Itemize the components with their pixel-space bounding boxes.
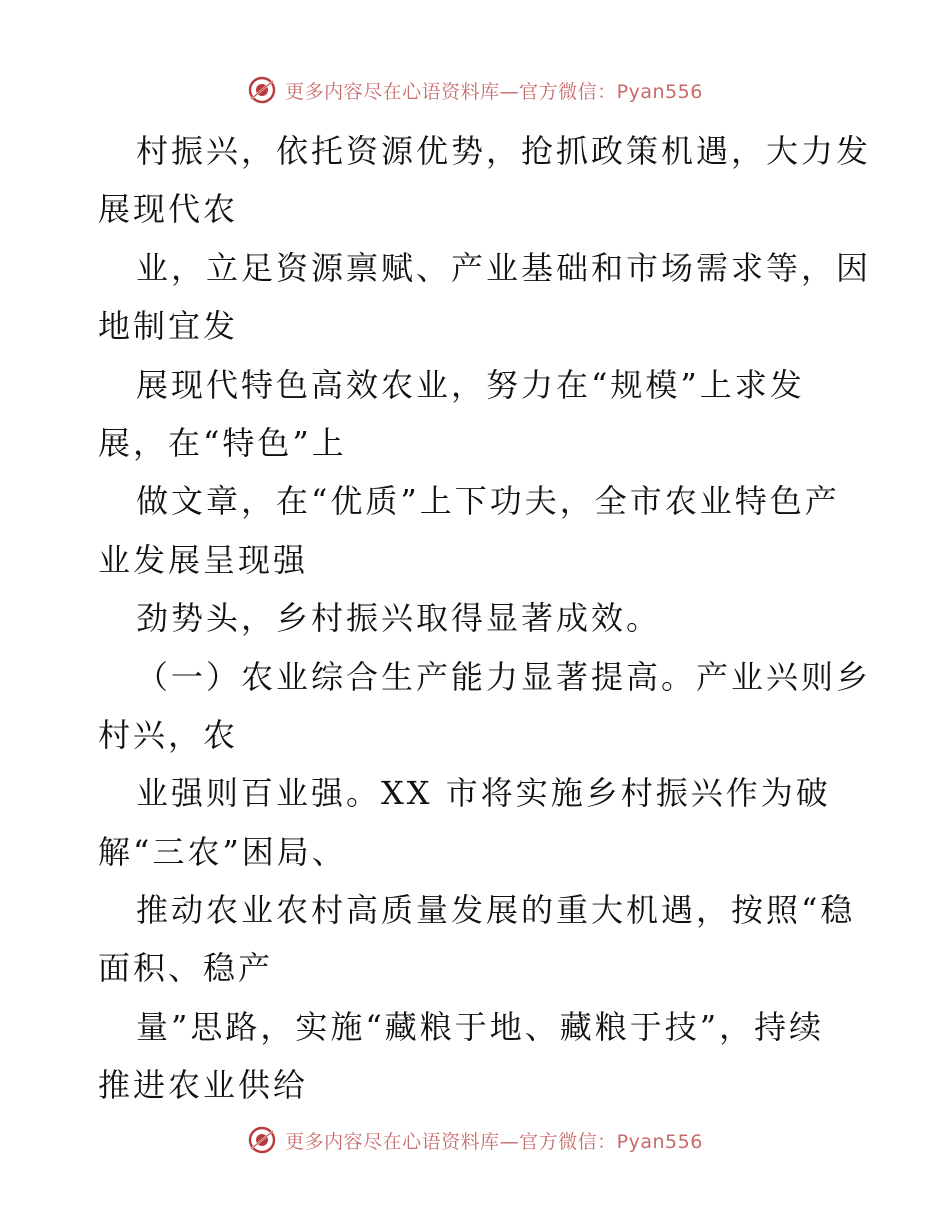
- text-line: 量”思路，实施“藏粮于地、藏粮于技”，持续: [136, 1007, 825, 1046]
- footer-watermark-text: 更多内容尽在心语资料库—官方微信：Pyan556: [285, 1130, 703, 1153]
- text-line: 面积、稳产: [98, 949, 274, 988]
- circular-seal-logo-icon: [247, 1125, 277, 1155]
- text-line: 做文章，在“优质”上下功夫，全市农业特色产: [136, 482, 840, 521]
- document-body: [98, 122, 872, 1115]
- text-line: 地制宜发: [98, 307, 239, 346]
- text-line: 展现代特色高效农业，努力在“规模”上求发: [136, 365, 805, 404]
- text-line: 村振兴，依托资源优势，抢抓政策机遇，大力发: [136, 132, 872, 170]
- circular-seal-logo-icon: [247, 75, 277, 105]
- text-line: 推动农业农村高质量发展的重大机遇，按照“稳: [136, 891, 856, 930]
- text-line: 业发展呈现强: [98, 540, 309, 579]
- text-line: 劲势头，乡村振兴取得显著成效。: [136, 599, 662, 638]
- header-watermark-text: 更多内容尽在心语资料库—官方微信：Pyan556: [285, 80, 703, 103]
- text-line: 村兴，农: [98, 715, 239, 754]
- text-line: 解“三农”困局、: [98, 832, 347, 871]
- text-line: 展现代农: [98, 190, 239, 229]
- page-header-watermark: [0, 70, 950, 110]
- text-line: 业，立足资源禀赋、产业基础和市场需求等，因: [136, 248, 872, 287]
- page-footer-watermark: [0, 1120, 950, 1160]
- text-line: 推进农业供给: [98, 1066, 309, 1105]
- text-line: 业强则百业强。XX 市将实施乡村振兴作为破: [136, 774, 831, 813]
- section-heading-line: （一）农业综合生产能力显著提高。产业兴则乡: [136, 657, 872, 696]
- text-line: 展，在“特色”上: [98, 423, 347, 462]
